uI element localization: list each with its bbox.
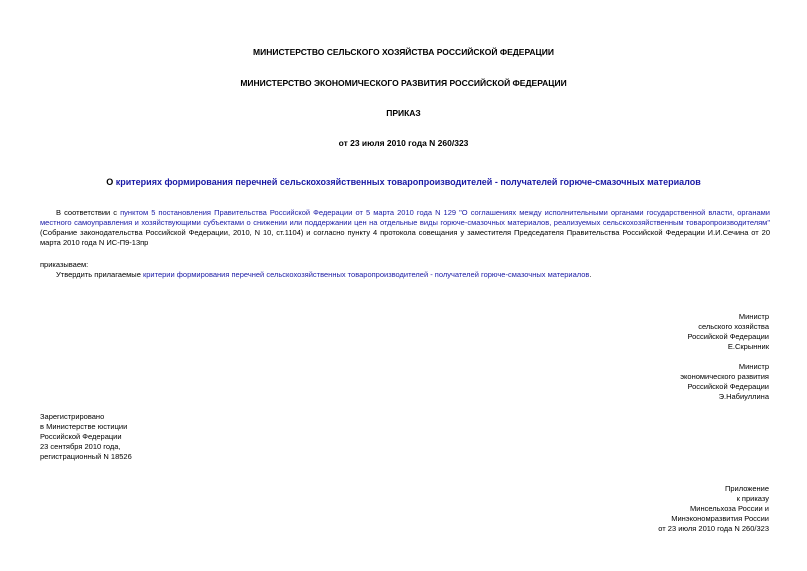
document-date-number: от 23 июля 2010 года N 260/323 xyxy=(338,138,469,148)
resolution-link[interactable]: пунктом 5 постановления Правительства Российской Федерации от 5 марта 2010 года N 129 "О соглашениях между исполнительными органами государственной власти, органами местного самоуправления и хозяйствующими субъектами о снижении или поддержании цен на отдельные виды горюче-смазочных материалов, реализуемых сельскохозяйственным товаропроизводителям" xyxy=(40,208,770,227)
signature-line: Российской Федерации xyxy=(687,382,769,391)
signature-agriculture-minister xyxy=(687,312,769,352)
signature-line: Э.Набиуллина xyxy=(718,392,769,401)
criteria-link[interactable]: критерии формирования перечней сельскохозяйственных товаропроизводителей - получателей горюче-смазочных материалов xyxy=(142,270,590,279)
signature-economy-minister xyxy=(680,362,769,402)
appendix-line: от 23 июля 2010 года N 260/323 xyxy=(658,524,769,533)
registration-line: 23 сентября 2010 года, xyxy=(40,442,121,451)
ministry-economy-heading: МИНИСТЕРСТВО ЭКОНОМИЧЕСКОГО РАЗВИТИЯ РОССИЙСКОЙ ФЕДЕРАЦИИ xyxy=(240,78,567,88)
preamble-text-end: (Собрание законодательства Российской Федерации, 2010, N 10, ст.1104) и согласно пункту 4 протокола совещания у заместителя Председателя Правительства Российской Федерации И.И.Сечина от 20 марта 2010 года N ИС-П9-13пр xyxy=(40,228,770,247)
signature-line: Российской Федерации xyxy=(687,332,769,341)
registration-line: регистрационный N 18526 xyxy=(40,452,132,461)
preamble-text-start: В соответствии с xyxy=(56,208,121,217)
registration-line: Российской Федерации xyxy=(40,432,122,441)
appendix-line: к приказу xyxy=(736,494,769,503)
signature-line: Министр xyxy=(738,362,769,371)
title-link[interactable]: критериях формирования перечней сельскохозяйственных товаропроизводителей - получателей горюче-смазочных материалов xyxy=(115,177,701,187)
signature-line: экономического развития xyxy=(680,372,769,381)
signature-line: сельского хозяйства xyxy=(698,322,769,331)
registration-block xyxy=(40,412,132,462)
appendix-line: Минэкономразвития России xyxy=(671,514,769,523)
order-word: приказываем: xyxy=(40,260,89,269)
registration-line: в Министерстве юстиции xyxy=(40,422,128,431)
registration-line: Зарегистрировано xyxy=(40,412,105,421)
document-type: ПРИКАЗ xyxy=(386,108,421,118)
appendix-line: Минсельхоза России и xyxy=(690,504,769,513)
appendix-block xyxy=(658,484,769,534)
title-prefix: О xyxy=(106,177,116,187)
ministry-agriculture-heading: МИНИСТЕРСТВО СЕЛЬСКОГО ХОЗЯЙСТВА РОССИЙСКОЙ ФЕДЕРАЦИИ xyxy=(253,47,554,57)
document-title xyxy=(0,177,807,187)
approve-text-end: . xyxy=(589,270,592,279)
appendix-line: Приложение xyxy=(725,484,769,493)
approve-text-start: Утвердить прилагаемые xyxy=(56,270,143,279)
preamble-paragraph xyxy=(40,208,770,248)
signature-line: Министр xyxy=(738,312,769,321)
signature-line: Е.Скрынник xyxy=(727,342,769,351)
approve-paragraph xyxy=(56,270,592,280)
